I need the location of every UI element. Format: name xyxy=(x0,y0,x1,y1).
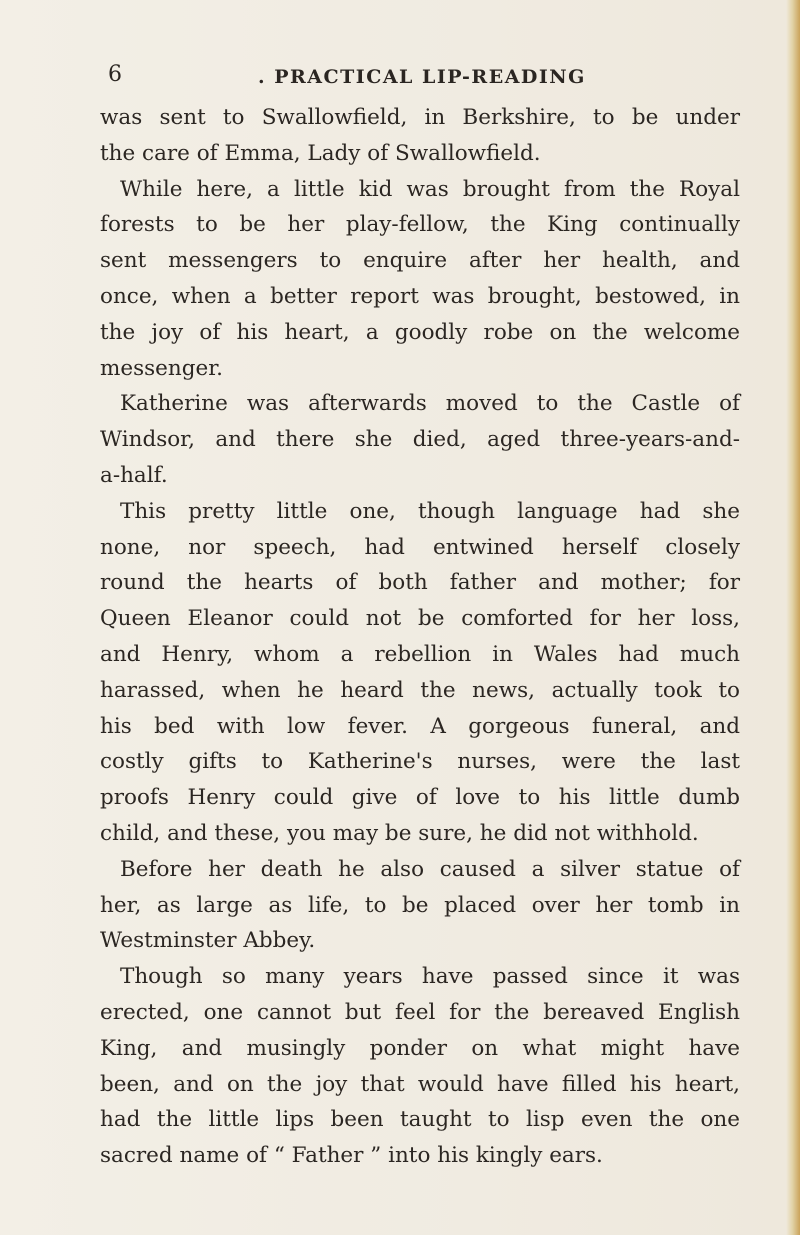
running-head xyxy=(0,56,800,90)
text-line: his bed with low fever. A gorgeous funeral, and xyxy=(100,713,740,739)
text-line: child, and these, you may be sure, he did not withhold. xyxy=(100,820,699,846)
page-edge xyxy=(786,0,800,1235)
header-title: . PRACTICAL LIP-READING xyxy=(258,66,586,88)
text-line: erected, one cannot but feel for the bereaved English xyxy=(100,999,740,1025)
text-line: the care of Emma, Lady of Swallowfield. xyxy=(100,140,541,166)
text-line: been, and on the joy that would have filled his heart, xyxy=(100,1071,740,1097)
text-line: was sent to Swallowfield, in Berkshire, to be under xyxy=(100,105,740,130)
text-line: costly gifts to Katherine's nurses, were the last xyxy=(100,749,740,775)
text-line: proofs Henry could give of love to his little dumb xyxy=(100,785,740,811)
text-line: the joy of his heart, a goodly robe on the welcome xyxy=(100,319,740,345)
text-line: Before her death he also caused a silver statue of xyxy=(120,856,740,882)
text-line: Katherine was afterwards moved to the Castle of xyxy=(120,391,740,417)
text-line: King, and musingly ponder on what might have xyxy=(100,1035,740,1061)
text-line: Queen Eleanor could not be comforted for her loss, xyxy=(100,606,740,632)
text-line: messenger. xyxy=(100,355,223,381)
text-line: Westminster Abbey. xyxy=(100,928,316,954)
text-line: sacred name of “ Father ” into his kingly ears. xyxy=(100,1143,603,1169)
text-line: forests to be her play-fellow, the King continually xyxy=(100,212,740,238)
text-line: This pretty little one, though language had she xyxy=(120,498,740,524)
body-text xyxy=(100,100,740,1174)
text-line: Windsor, and there she died, aged three-years-and- xyxy=(100,427,740,453)
text-line: Though so many years have passed since it was xyxy=(120,964,740,990)
text-line: sent messengers to enquire after her health, and xyxy=(100,248,740,274)
text-line: and Henry, whom a rebellion in Wales had much xyxy=(100,641,740,667)
text-line: a-half. xyxy=(100,462,168,488)
text-line: harassed, when he heard the news, actually took to xyxy=(100,677,740,703)
text-line: While here, a little kid was brought from the Royal xyxy=(120,176,740,202)
text-line: once, when a better report was brought, bestowed, in xyxy=(100,283,740,309)
text-line: none, nor speech, had entwined herself closely xyxy=(100,534,740,560)
text-line: had the little lips been taught to lisp even the one xyxy=(100,1107,740,1133)
text-line: her, as large as life, to be placed over her tomb in xyxy=(100,892,740,918)
text-line: round the hearts of both father and mother; for xyxy=(100,570,740,596)
page-number: 6 xyxy=(108,62,123,87)
